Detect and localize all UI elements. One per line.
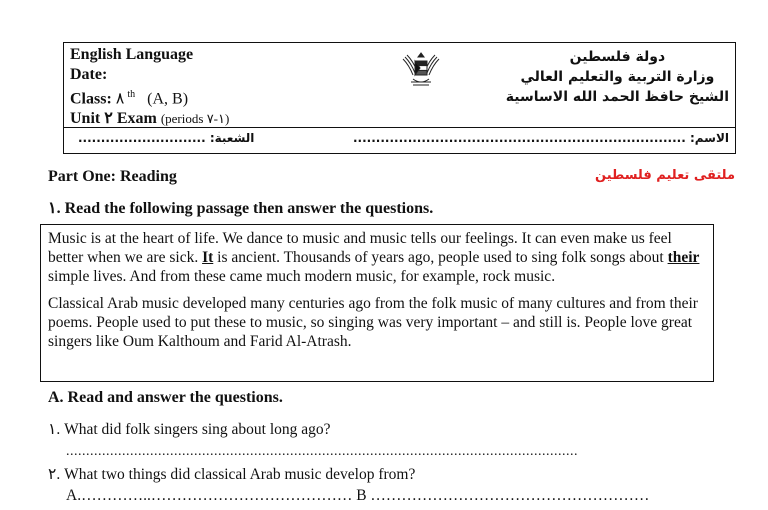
section-field: الشعبة: ............................: [78, 131, 255, 145]
date-label: Date:: [70, 66, 108, 83]
header-english-info: [70, 45, 229, 129]
question-2: ٢. What two things did classical Arab music develop from?: [48, 466, 416, 483]
unit-label: Unit ٢ Exam: [70, 110, 157, 128]
palestine-eagle-emblem-icon: [399, 49, 443, 89]
answer-line-2: A.…………..………………………………… B ………………………………………………: [66, 487, 650, 504]
class-grade: ٨: [115, 90, 125, 108]
underlined-it: It: [202, 249, 214, 266]
passage-paragraph-2: Classical Arab music developed many centuries ago from the folk music of many cultures and from their poems. People used to put these to music, so singing was very important – and still is. People love great singers like Oum Kalthoum and Farid Al-Atrash.: [48, 295, 698, 350]
student-name-field: الاسم: .........................................................................: [352, 131, 729, 145]
passage-text: simple lives. And from these came much modern music, for example, rock music.: [48, 268, 556, 285]
class-sup: th: [127, 89, 136, 100]
underlined-their: their: [667, 249, 700, 266]
school-name: الشيخ حافظ الحمد الله الاساسية: [505, 89, 729, 105]
part-one-title: Part One: Reading: [48, 168, 177, 185]
exam-header: [63, 42, 736, 154]
subject-label: English Language: [70, 46, 194, 63]
ministry-name: وزارة التربية والتعليم العالي: [520, 69, 715, 85]
class-label: Class:: [70, 90, 112, 108]
answer-line-1: ................................................................................................................................: [66, 444, 578, 459]
passage-text: is ancient. Thousands of years ago, people used to sing folk songs about: [213, 249, 668, 266]
class-line: [70, 85, 229, 109]
passage-text: Music is at the heart of life. We dance to music and music tells our feelings. It can even make us feel better when we are sick.: [48, 230, 672, 266]
forum-watermark: ملتقى تعليم فلسطين: [595, 168, 735, 183]
question-one-title: ١. Read the following passage then answer the questions.: [48, 200, 434, 217]
unit-periods: (periods ١-٧): [160, 111, 230, 127]
header-arabic-info: [506, 47, 729, 107]
passage-paragraph-1: [48, 229, 706, 286]
section-a-title: A. Read and answer the questions.: [48, 389, 283, 406]
header-divider: [64, 127, 735, 128]
reading-passage: [40, 224, 714, 382]
question-1: ١. What did folk singers sing about long ago?: [48, 421, 331, 438]
state-name: دولة فلسطين: [569, 49, 666, 65]
class-sections: (A, B): [147, 90, 189, 108]
